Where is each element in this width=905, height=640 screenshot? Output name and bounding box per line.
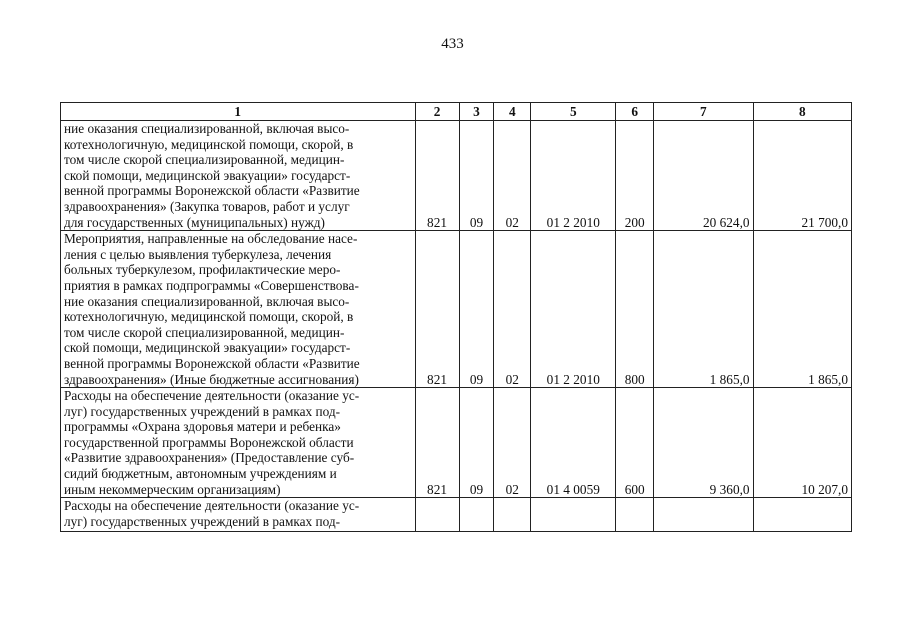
description-line: котехнологичную, медицинской помощи, скорой, в [64, 309, 354, 325]
budget-table [60, 102, 852, 532]
description-line: ние оказания специализированной, включая высо- [64, 293, 350, 309]
amount-col7: 9 360,0 [654, 388, 753, 498]
column-header: 7 [654, 103, 753, 121]
description-line: Мероприятия, направленные на обследование насе- [64, 231, 358, 247]
row-description [61, 231, 416, 388]
description-line: ской помощи, медицинской эвакуации» государст- [64, 340, 351, 356]
empty-cell [753, 498, 851, 532]
table-row [61, 231, 852, 388]
ministry-code: 821 [415, 388, 459, 498]
description-line: приятия в рамках подпрограммы «Совершенствова- [64, 277, 359, 293]
amount-col8: 1 865,0 [753, 231, 851, 388]
column-header: 8 [753, 103, 851, 121]
expense-type-code: 600 [616, 388, 654, 498]
description-line: здравоохранения» (Закупка товаров, работ и услуг [64, 198, 350, 214]
subsection-code: 02 [494, 231, 531, 388]
section-code: 09 [459, 388, 494, 498]
amount-col7: 1 865,0 [654, 231, 753, 388]
description-line: том числе скорой специализированной, медицин- [64, 152, 345, 168]
row-description [61, 388, 416, 498]
column-header: 1 [61, 103, 416, 121]
table-header-row [61, 103, 852, 121]
row-description [61, 121, 416, 231]
description-line: котехнологичную, медицинской помощи, скорой, в [64, 136, 354, 152]
description-line: ской помощи, медицинской эвакуации» государст- [64, 167, 351, 183]
description-line: больных туберкулезом, профилактические меро- [64, 262, 341, 278]
description-line: «Развитие здравоохранения» (Предоставление суб- [64, 450, 355, 466]
column-header: 3 [459, 103, 494, 121]
section-code: 09 [459, 231, 494, 388]
amount-col8: 10 207,0 [753, 388, 851, 498]
page-number: 433 [441, 36, 464, 52]
empty-cell [415, 498, 459, 532]
description-line: ние оказания специализированной, включая высо- [64, 121, 350, 136]
amount-col7: 20 624,0 [654, 121, 753, 231]
description-line: луг) государственных учреждений в рамках под- [64, 513, 341, 529]
description-line: венной программы Воронежской области «Развитие [64, 355, 360, 371]
ministry-code: 821 [415, 231, 459, 388]
column-header: 6 [616, 103, 654, 121]
empty-cell [531, 498, 616, 532]
row-description [61, 498, 416, 532]
table-row [61, 121, 852, 231]
description-line: том числе скорой специализированной, медицин- [64, 324, 345, 340]
description-line: луг) государственных учреждений в рамках под- [64, 403, 341, 419]
table-row [61, 498, 852, 532]
target-article-code: 01 4 0059 [531, 388, 616, 498]
description-line: государственной программы Воронежской области [64, 434, 354, 450]
description-line: венной программы Воронежской области «Развитие [64, 183, 360, 199]
description-line: здравоохранения» (Иные бюджетные ассигнования) [64, 371, 359, 387]
section-code: 09 [459, 121, 494, 231]
description-line: сидий бюджетным, автономным учреждениям и [64, 466, 337, 482]
description-line: Расходы на обеспечение деятельности (оказание ус- [64, 388, 360, 404]
table-row [61, 388, 852, 498]
description-line: ления с целью выявления туберкулеза, лечения [64, 246, 332, 262]
description-line: для государственных (муниципальных) нужд) [64, 214, 325, 230]
empty-cell [459, 498, 494, 532]
description-line: программы «Охрана здоровья матери и ребенка» [64, 419, 341, 435]
amount-col8: 21 700,0 [753, 121, 851, 231]
target-article-code: 01 2 2010 [531, 121, 616, 231]
expense-type-code: 200 [616, 121, 654, 231]
subsection-code: 02 [494, 121, 531, 231]
subsection-code: 02 [494, 388, 531, 498]
column-header: 2 [415, 103, 459, 121]
column-header: 5 [531, 103, 616, 121]
empty-cell [616, 498, 654, 532]
description-line: Расходы на обеспечение деятельности (оказание ус- [64, 498, 360, 514]
target-article-code: 01 2 2010 [531, 231, 616, 388]
description-line: иным некоммерческим организациям) [64, 481, 281, 497]
column-header: 4 [494, 103, 531, 121]
expense-type-code: 800 [616, 231, 654, 388]
ministry-code: 821 [415, 121, 459, 231]
empty-cell [494, 498, 531, 532]
empty-cell [654, 498, 753, 532]
